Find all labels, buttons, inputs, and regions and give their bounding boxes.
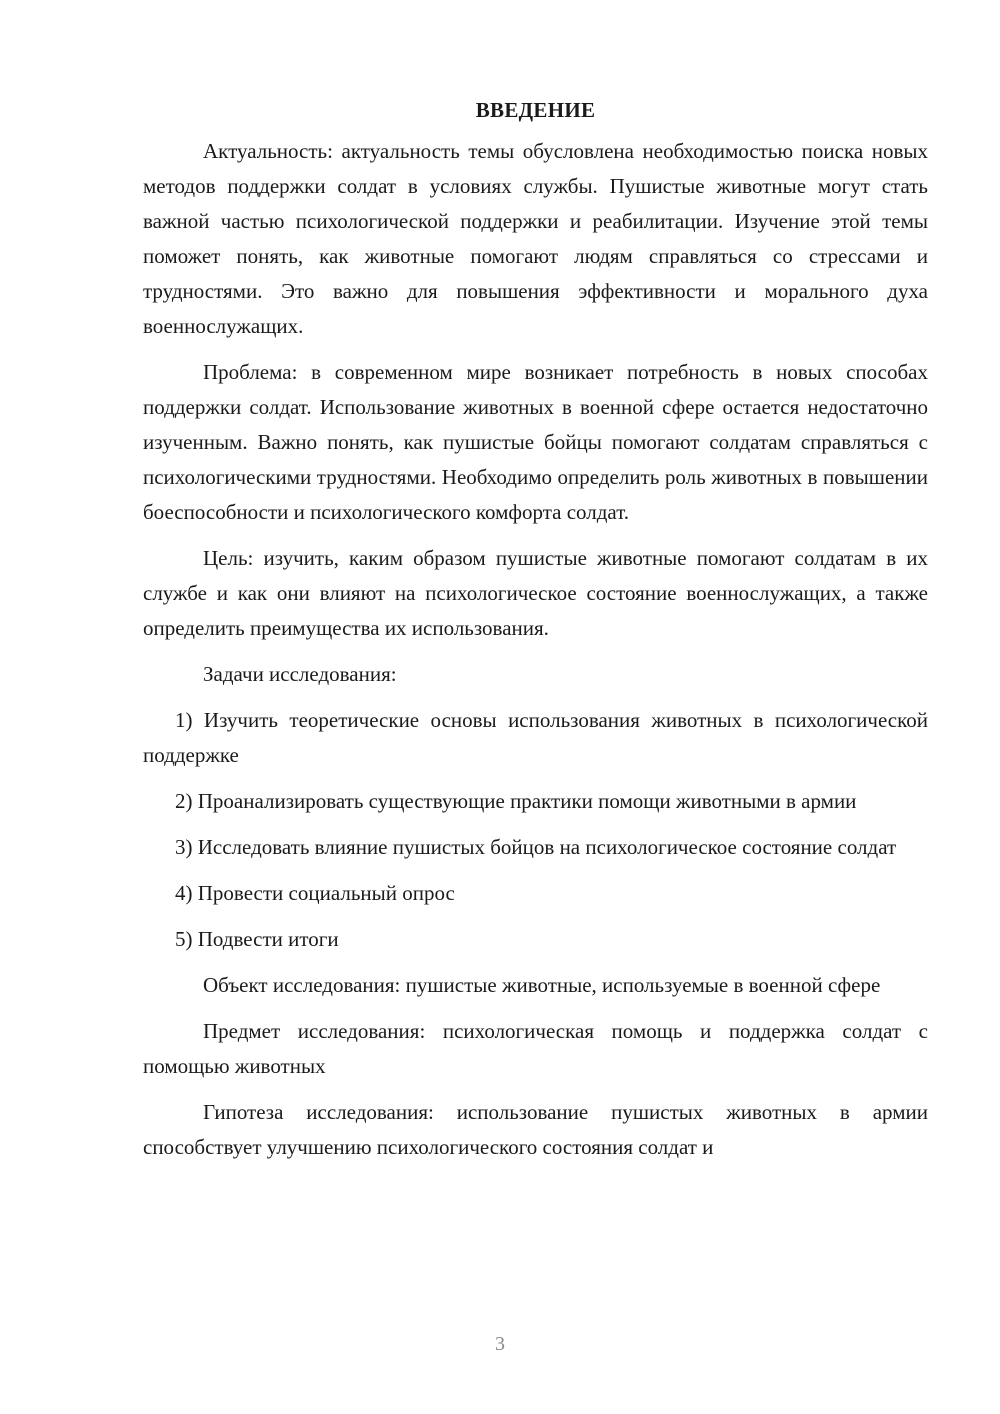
task-item-3: 3) Исследовать влияние пушистых бойцов на психологическое состояние солдат <box>175 835 897 859</box>
task-item-4: 4) Провести социальный опрос <box>175 881 455 905</box>
tasks-heading: Задачи исследования: <box>203 662 397 686</box>
task-item-2: 2) Проанализировать существующие практики помощи животными в армии <box>175 789 857 813</box>
subject-paragraph: Предмет исследования: психологическая помощь и поддержка солдат с помощью животных <box>143 1019 928 1078</box>
task-item-5: 5) Подвести итоги <box>175 927 339 951</box>
section-heading: ВВЕДЕНИЕ <box>475 98 596 122</box>
relevance-paragraph: Актуальность: актуальность темы обусловлена необходимостью поиска новых методов поддержки солдат в условиях службы. Пушистые животные могут стать важной частью психологической поддержки и реабилитации. Изучение этой темы поможет понять, как животные помогают людям справляться со стрессами и трудностями. Это важно для повышения эффективности и морального духа военнослужащих. <box>143 139 928 338</box>
goal-paragraph: Цель: изучить, каким образом пушистые животные помогают солдатам в их службе и как они влияют на психологическое состояние военнослужащих, а также определить преимущества их использования. <box>143 546 928 640</box>
object-paragraph: Объект исследования: пушистые животные, используемые в военной сфере <box>203 973 881 997</box>
page-content <box>143 93 928 1176</box>
task-item-1: 1) Изучить теоретические основы использования животных в психологической поддержке <box>143 708 928 767</box>
page-number: 3 <box>495 1333 505 1355</box>
hypothesis-paragraph: Гипотеза исследования: использование пушистых животных в армии способствует улучшению психологического состояния солдат и <box>143 1100 928 1159</box>
problem-paragraph: Проблема: в современном мире возникает потребность в новых способах поддержки солдат. Использование животных в военной сфере остается недостаточно изученным. Важно понять, как пушистые бойцы помогают солдатам справляться с психологическими трудностями. Необходимо определить роль животных в повышении боеспособности и психологического комфорта солдат. <box>143 360 928 524</box>
